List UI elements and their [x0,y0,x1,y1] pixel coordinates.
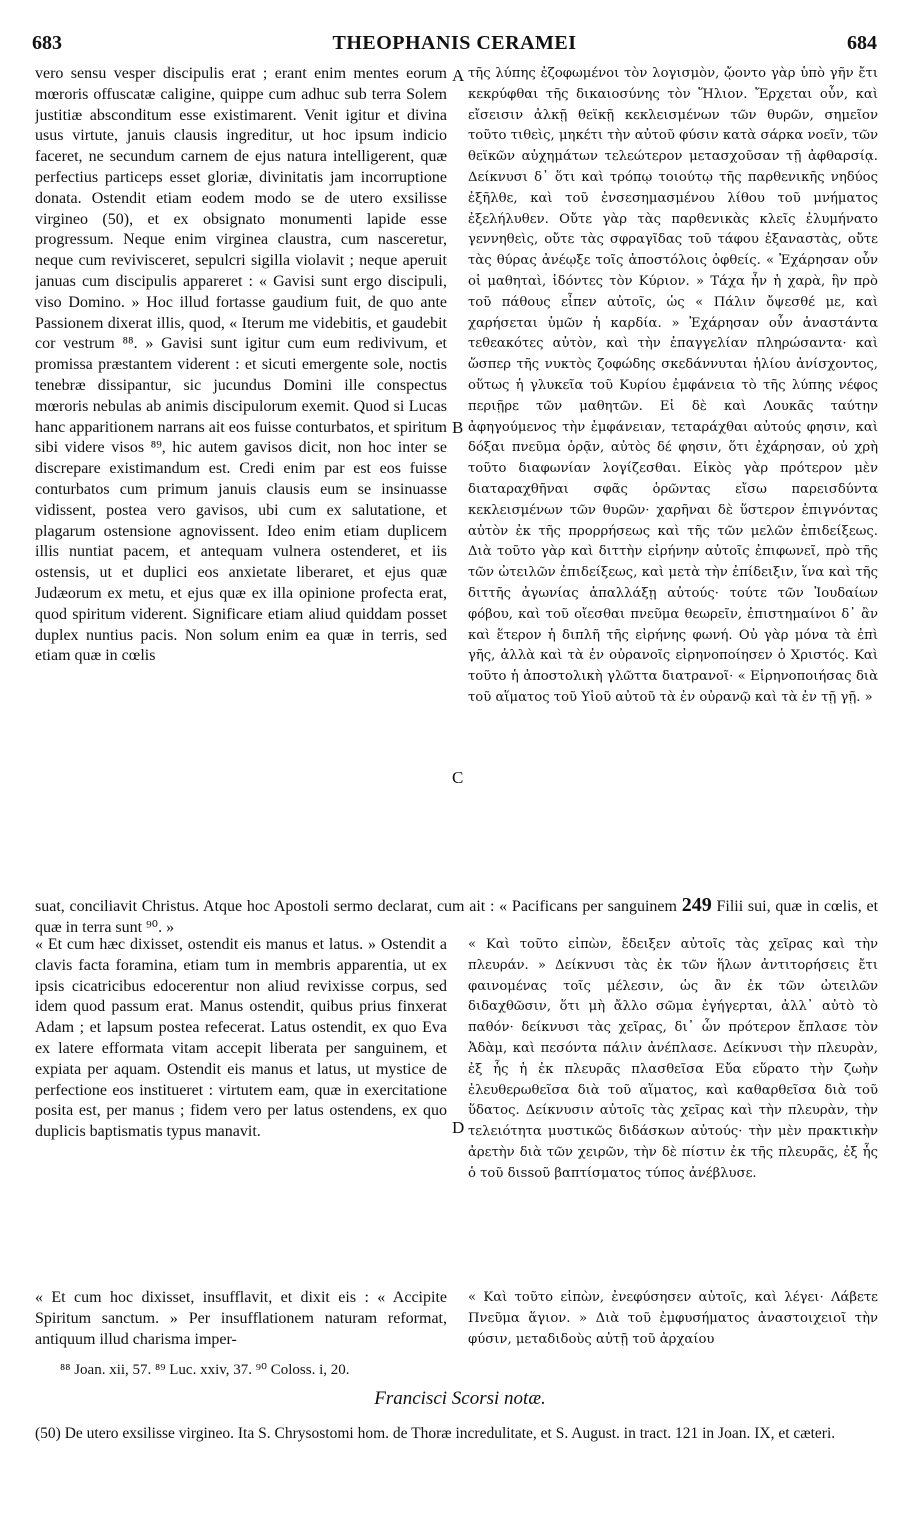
latin-column-bottom [35,1288,447,1350]
greek-paragraph-3: « Καὶ τοῦτο εἰπὼν, ἐνεφύσησεν αὐτοῖς, καὶ λέγει· Λάβετε Πνεῦμα ἅγιον. » Διὰ τοῦ ἐμφυσήματος ἀναστοιχειοῖ τὴν φύσιν, μεταδιδοὺς αὐτῇ τοῦ ἀρχαίου [468,1290,878,1347]
running-title: THEOPHANIS CERAMEI [332,32,577,54]
greek-paragraph-2: « Καὶ τοῦτο εἰπὼν, ἔδειξεν αὐτοῖς τὰς χεῖρας καὶ τὴν πλευράν. » Δείκνυσι τὰς ἐκ τῶν ἥλων ἀντιτορήσεις ἔτι φαινομένας τοῖς μέλεσιν, ὡς ἂν ἐκ τῶν ὠτειλῶν διδαχθῶσιν, ὅτι μὴ ἄλλο σῶμα ἐγήγερται, ἀλλ᾽ αὐτὸ τὸ παθόν· δείκνυσι τὰς χεῖρας, δι᾽ ὧν πρότερον ἔπλασε τὸν Ἀδὰμ, καὶ πεσόντα πάλιν ἀνέπλασε. Δείκνυσι τὴν πλευρὰν, ἐξ ἧς ἡ ἐκ πλευρᾶς πλασθεῖσα Εὔα εὕρατο τὴν ζωὴν ἐλευθερωθεῖσα διὰ τοῦ αἵματος, καὶ καθαρθεῖσα διὰ τοῦ ὕδατος. Δείκνυσιν αὐτοῖς τὰς χεῖρας καὶ τὴν πλευρὰν, τὴν τελειότητα μυστικῶς διδάσκων αὐτούς· τὴν μὲν πρακτικὴν ἀρετὴν διὰ τῶν χειρῶν, τὴν δὲ πίστιν ἐκ τῆς πλευρᾶς, ἐξ ἧς ὁ τοῦ διssoῦ βαπτίσματος τύπος ἀνέβλυσε. [468,937,878,1181]
greek-column-top [468,64,878,892]
margin-letter-c: C [452,768,464,787]
margin-letter-a: A [452,66,465,85]
latin-paragraph-1: vero sensu vesper discipulis erat ; erant enim mentes eorum mœroris offuscatæ caligine, quippe cum adhuc sub terra Solem justitiæ absconditum esse existimarent. Venit igitur et divina usus virtute, januis clausis ingreditur, ut hoc ipsum indicio faceret, ne secundum carnem de ejus natura intelligerent, quæ perfectius particeps esset gloriæ, divinitatis jam incorruptione donata. Ostendit etiam eodem modo se de utero exsilisse virgineo (50), et ex obsignato monumenti lapide esse progressum. Neque enim virginea claustra, cum nasceretur, neque cum revivisceret, sepulcri sigilla violavit ; neque aperuit januas cum discipulis appareret : « Gavisi sunt ergo discipuli, viso Domino. » Hoc illud fortasse gaudium fuit, de quo ante Passionem dixerat illis, quod, « Iterum me videbitis, et gaudebit cor vestrum ⁸⁸. » Gavisi sunt igitur cum eum redivivum, et promissa præstantem viderent : et sicuti emergente sole, noctis tenebræ dissipantur, sic jucundus Domini ille conspectus mœroris nebulas ab animis discipulorum exemit. Quod si Lucas hanc apparitionem narrans ait eos fuisse conturbatos, et spiritum sibi videre visos ⁸⁹, hic autem gavisos dicit, non hoc inter se discrepare existimandum est. Credi enim par est eos fuisse conturbatos cum primum januis clausis eum se insinuasse vidissent, postea vero gavisos, ubi cum ex salutatione, et plagarum ostensione agnovissent. Ideo enim etiam duplicem illis nuntiat pacem, et antequam vulnera ostenderet, et iis ostensis, ut et duplici eos anxietate liberaret, et ejus quæ Judæorum ex metu, et ejus quæ ex illa opinione profecta erat, quod spiritum viderent. Significare etiam aliud quiddam posset duplex nuntius pacis. Non solum enim ea quæ in terris, sed etiam quæ in cœlis [35,65,447,665]
greek-paragraph-1: τῆς λύπης ἐζοφωμένοι τὸν λογισμὸν, ᾤοντο γὰρ ὑπὸ γῆν ἔτι κεκρύφθαι τῆς δικαιοσύνης τὸν Ἥλιον. Ἔρχεται οὖν, καὶ εἴσεισιν ἀλκῇ θεϊκῇ κεκλεισμένων τῶν θυρῶν, σημεῖον τοῦτο τιθεὶς, μηκέτι τὴν αὐτοῦ φύσιν κατὰ σάρκα νοεῖν, τῶν θεϊκῶν αὐχημάτων τελεώτερον μετασχοῦσαν τῇ ἀφθαρσίᾳ. Δείκνυσι δ᾽ ὅτι καὶ τρόπῳ τοιούτῳ τῆς παρθενικῆς νηδύος ἐξῆλθε, καὶ τοῦ ἐνσεσημασμένου λίθου τοῦ μνήματος ἐξελήλυθεν. Οὔτε γὰρ τὰς παρθενικὰς κλεῖς ἐλυμήνατο γεννηθεὶς, οὔτε τὰς σφραγῖδας τοῦ τάφου ἐξαναστὰς, οὔτε τὰς θύρας ἀνέῳξε τοῖς ἀποστόλοις ὀφθείς. « Ἐχάρησαν οὖν οἱ μαθηταὶ, ἰδόντες τὸν Κύριον. » Τάχα ἦν ἡ χαρὰ, ἣν πρὸ τοῦ πάθους εἶπεν αὐτοῖς, ὡς « Πάλιν ὄψεσθέ με, καὶ χαρήσεται ὑμῶν ἡ καρδία. » Ἐχάρησαν οὖν ἀναστάντα τεθεακότες αὐτὸν, καὶ τὴν ἐπαγγελίαν πληρώσαντα· καὶ ὥσπερ τῆς νυκτὸς ζοφώδης σκεδάννυται ἡλίου ἀνίσχοντος, οὕτως ἡ γλυκεῖα τοῦ Κυρίου ἐμφάνεια τὸ τῆς λύπης νέφος περιῇρε τῶν μαθητῶν. Εἰ δὲ καὶ Λουκᾶς ταύτην ἀφηγούμενος τὴν ἐμφάνειαν, τεταράχθαι αὐτούς φησιν, καὶ δόξαι πνεῦμα ὁρᾷν, αὐτὸς δέ φησιν, ὅτι ἐχάρησαν, οὐ χρὴ τοῦτο διαφωνίαν λογίζεσθαι. Εἰκὸς γὰρ πρότερον μὲν διαταραχθῆναι σφᾶς ὁρῶντας εἴσω παρεισδύντα κεκλεισμένων τῶν θυρῶν· χαρῆναι δὲ ὕστερον ἐπιγνόντας αὐτὸν ἐκ τῆς προρρήσεως καὶ τῆς τῶν μελῶν ἐπιδείξεως. Διὰ τοῦτο γὰρ καὶ διττὴν εἰρήνην αὐτοῖς ἐπιφωνεῖ, πρὸ τῆς τῶν ὠτειλῶν ἐπιδείξεως, καὶ μετὰ τὴν ἐπίδειξιν, ἵνα καὶ τῆς διττῆς ἀγωνίας ἀπαλλάξῃ αὐτούς· τούτε τῶν Ἰουδαίων φόβου, καὶ τοῦ οἴεσθαι πνεῦμα θεωρεῖν, ἐπιστημαίνοι δ᾽ ἂν καὶ ἕτερον ἡ διπλῆ τῆς εἰρήνης φωνή. Οὐ γὰρ μόνα τὰ ἐπὶ γῆς, ἀλλὰ καὶ τὰ ἐν οὐρανοῖς εἰρηνοποίησεν ὁ Χριστός. Καὶ τοῦτο ἡ ἀποστολικὴ γλῶττα διατρανοῖ· « Εἰρηνοποιήσας διὰ τοῦ αἵματος τοῦ Υἱοῦ αὐτοῦ τὰ ἐν οὐρανῷ καὶ τὰ ἐν τῇ γῇ. » [468,66,878,705]
latin-column-middle [35,935,447,1315]
span-text-post: Filii sui, quæ in cœlis, et quæ in terra sunt ⁹⁰. » [35,898,879,936]
latin-column-top [35,64,447,892]
margin-letter-b: B [452,418,464,437]
scripture-references: ⁸⁸ Joan. xii, 57. ⁸⁹ Luc. xxiv, 37. ⁹⁰ Coloss. i, 20. [60,1362,350,1378]
page-number-right: 684 [847,32,877,54]
span-text-pre: suat, conciliavit Christus. Atque hoc Apostoli sermo declarat, cum ait : « Pacificans per sanguinem [35,898,677,915]
margin-letter-d: D [452,1118,465,1137]
note-50: (50) De utero exsilisse virgineo. Ita S. Chrysostomi hom. de Thoræ incredulitate, et S. August. in tract. 121 in Joan. IX, et cæteri. [35,1425,836,1442]
notes-title: Francisci Scorsi notæ. [374,1388,546,1409]
greek-column-bottom [468,1288,878,1350]
spanning-sentence [35,895,878,939]
latin-paragraph-3: « Et cum hoc dixisset, insufflavit, et dixit eis : « Accipite Spiritum sanctum. » Per insufflationem naturam reformat, antiquum illud charisma imper- [35,1289,447,1348]
page-number-left: 683 [32,32,62,54]
column-number: 249 [681,894,712,916]
greek-column-middle [468,935,878,1315]
latin-paragraph-2: « Et cum hæc dixisset, ostendit eis manus et latus. » Ostendit a clavis facta foramina, etiam tum in membris apparentia, ut ex ipsis cicatricibus edocerentur non aliud revixisse corpus, sed idem quod passum erat. Manus ostendit, quibus prius finxerat Adam ; et lapsum postea refecerat. Latus ostendit, ex quo Eva ex latere efformata vitam accepit liberata per sanguinem, et expiata per aquam. Ostendit eis manus et latus, ut mystice de perfectione eos institueret : virtutem eam, quæ in exercitatione posita est, per manus ; fidem vero per latus ostendens, ex quo duplicis baptismatis typus manavit. [35,936,447,1141]
page-header [32,32,877,58]
